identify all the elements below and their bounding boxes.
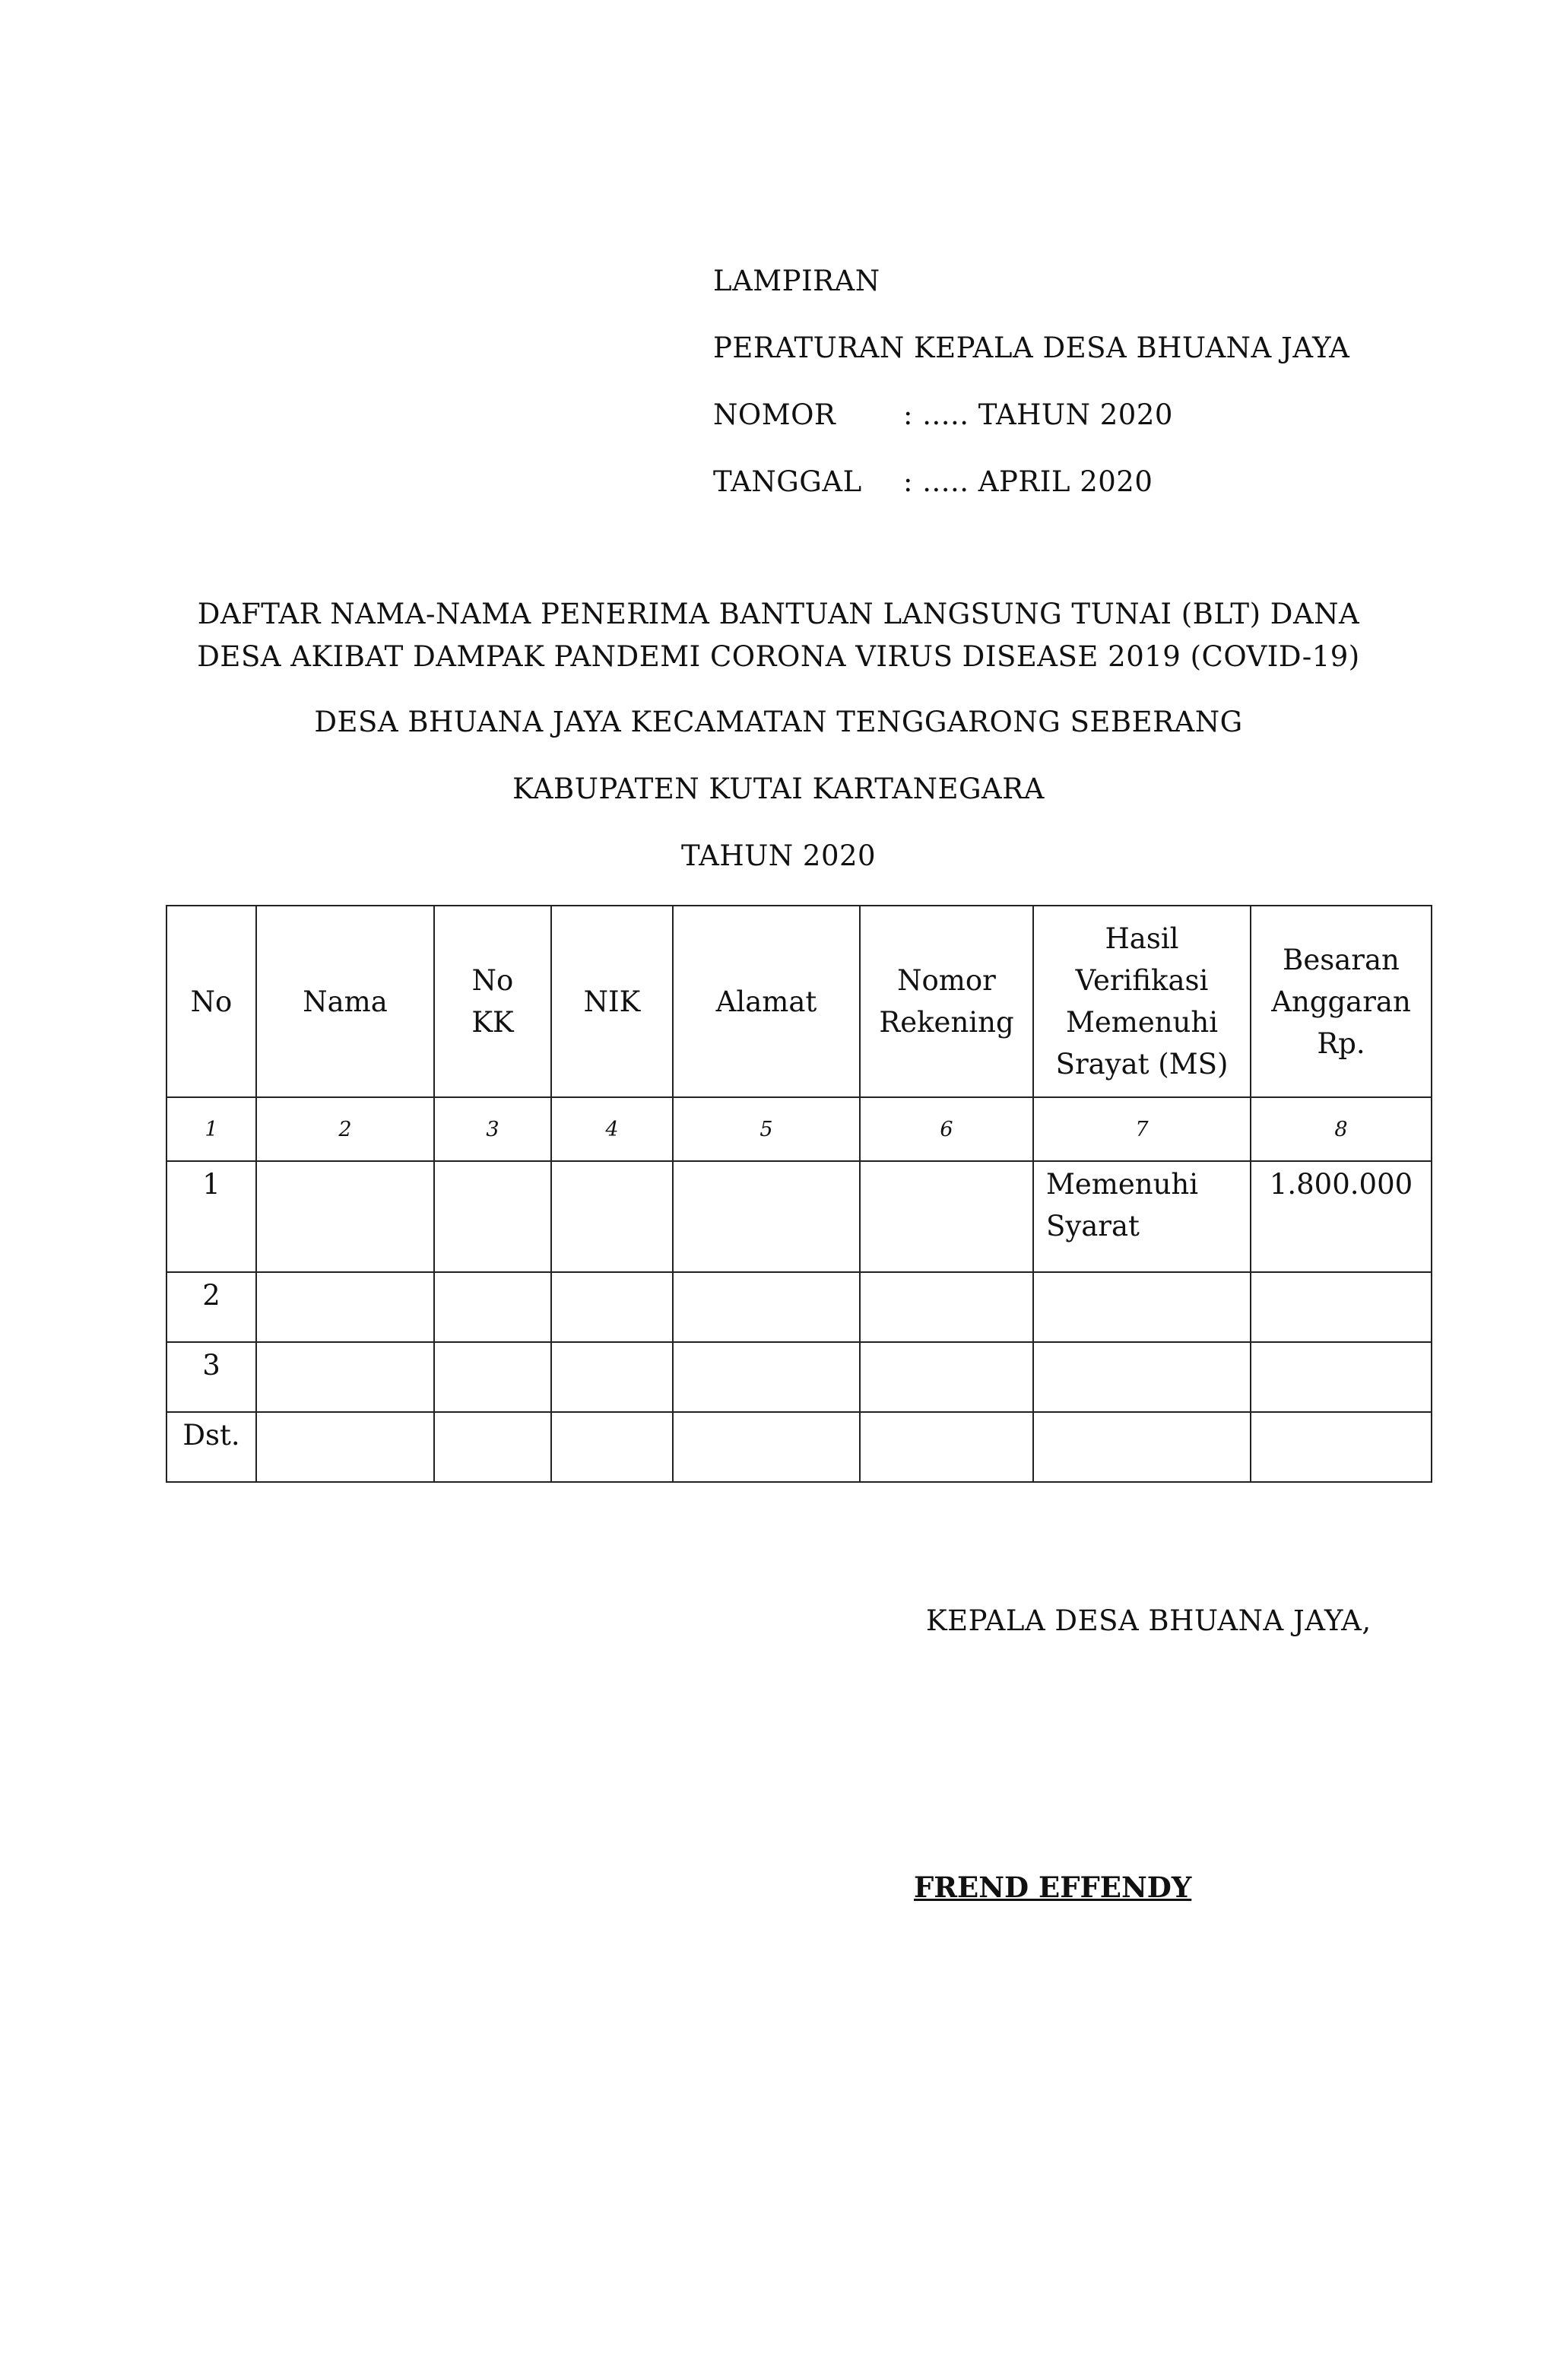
title-desa: DESA BHUANA JAYA KECAMATAN TENGGARONG SEBERANG [314,706,1243,738]
cell-nomor-rekening [860,1161,1033,1272]
column-number-row [166,1097,1432,1161]
cell-nomor-rekening [860,1272,1033,1342]
tanggal-label: TANGGAL [713,465,862,498]
lampiran-heading: LAMPIRAN [713,265,880,297]
peraturan-heading: PERATURAN KEPALA DESA BHUANA JAYA [713,332,1350,364]
nomor-label: NOMOR [713,398,836,431]
header-hasil-verifikasi: Hasil Verifikasi Memenuhi Srayat (MS) [1033,906,1251,1097]
cell-nomor-rekening [860,1412,1033,1482]
header-nik: NIK [551,906,673,1097]
signature-name: FREND EFFENDY [914,1871,1192,1904]
cell-no: 2 [166,1272,256,1342]
column-number: 1 [166,1097,256,1161]
column-number: 2 [256,1097,434,1161]
column-number: 4 [551,1097,673,1161]
cell-nama [256,1161,434,1272]
column-number: 7 [1033,1097,1251,1161]
cell-no-kk [434,1161,551,1272]
cell-alamat [673,1342,860,1412]
cell-nik [551,1342,673,1412]
cell-alamat [673,1161,860,1272]
cell-no: 3 [166,1342,256,1412]
table-row [166,1272,1432,1342]
header-no: No [166,906,256,1097]
column-number: 3 [434,1097,551,1161]
lampiran-block [713,259,1349,526]
nomor-value: : ..... TAHUN 2020 [903,398,1173,431]
cell-besaran [1251,1272,1432,1342]
header-nama: Nama [256,906,434,1097]
cell-besaran [1251,1342,1432,1412]
header-no-kk: No KK [434,906,551,1097]
signature-title: KEPALA DESA BHUANA JAYA, [926,1604,1371,1637]
cell-nama [256,1342,434,1412]
cell-alamat [673,1412,860,1482]
cell-besaran [1251,1412,1432,1482]
cell-hasil-verifikasi: Memenuhi Syarat [1033,1161,1251,1272]
header-besaran-anggaran: Besaran Anggaran Rp. [1251,906,1432,1097]
cell-no: 1 [166,1161,256,1272]
title-tahun: TAHUN 2020 [680,839,877,872]
cell-hasil-verifikasi [1033,1412,1251,1482]
cell-nik [551,1272,673,1342]
cell-nomor-rekening [860,1342,1033,1412]
cell-nik [551,1412,673,1482]
table-row [166,1412,1432,1482]
cell-no-kk [434,1272,551,1342]
document-title [0,593,1557,678]
tanggal-value: : ..... APRIL 2020 [903,465,1153,498]
cell-hasil-verifikasi [1033,1342,1251,1412]
cell-hasil-verifikasi [1033,1272,1251,1342]
cell-nik [551,1161,673,1272]
table-row [166,1161,1432,1272]
cell-nama [256,1412,434,1482]
column-number: 8 [1251,1097,1432,1161]
column-number: 5 [673,1097,860,1161]
cell-nama [256,1272,434,1342]
cell-alamat [673,1272,860,1342]
table-row [166,1342,1432,1412]
tanggal-line [713,459,1349,526]
header-alamat: Alamat [673,906,860,1097]
cell-no: Dst. [166,1412,256,1482]
recipients-table [166,905,1432,1483]
cell-besaran: 1.800.000 [1251,1161,1432,1272]
title-line-1: DAFTAR NAMA-NAMA PENERIMA BANTUAN LANGSUNG TUNAI (BLT) DANA [197,598,1360,630]
title-kabupaten: KABUPATEN KUTAI KARTANEGARA [512,773,1045,805]
cell-no-kk [434,1412,551,1482]
column-number: 6 [860,1097,1033,1161]
nomor-line [713,392,1349,459]
title-line-2: DESA AKIBAT DAMPAK PANDEMI CORONA VIRUS DISEASE 2019 (COVID-19) [197,640,1360,673]
cell-no-kk [434,1342,551,1412]
table-header-row [166,906,1432,1097]
header-nomor-rekening: Nomor Rekening [860,906,1033,1097]
